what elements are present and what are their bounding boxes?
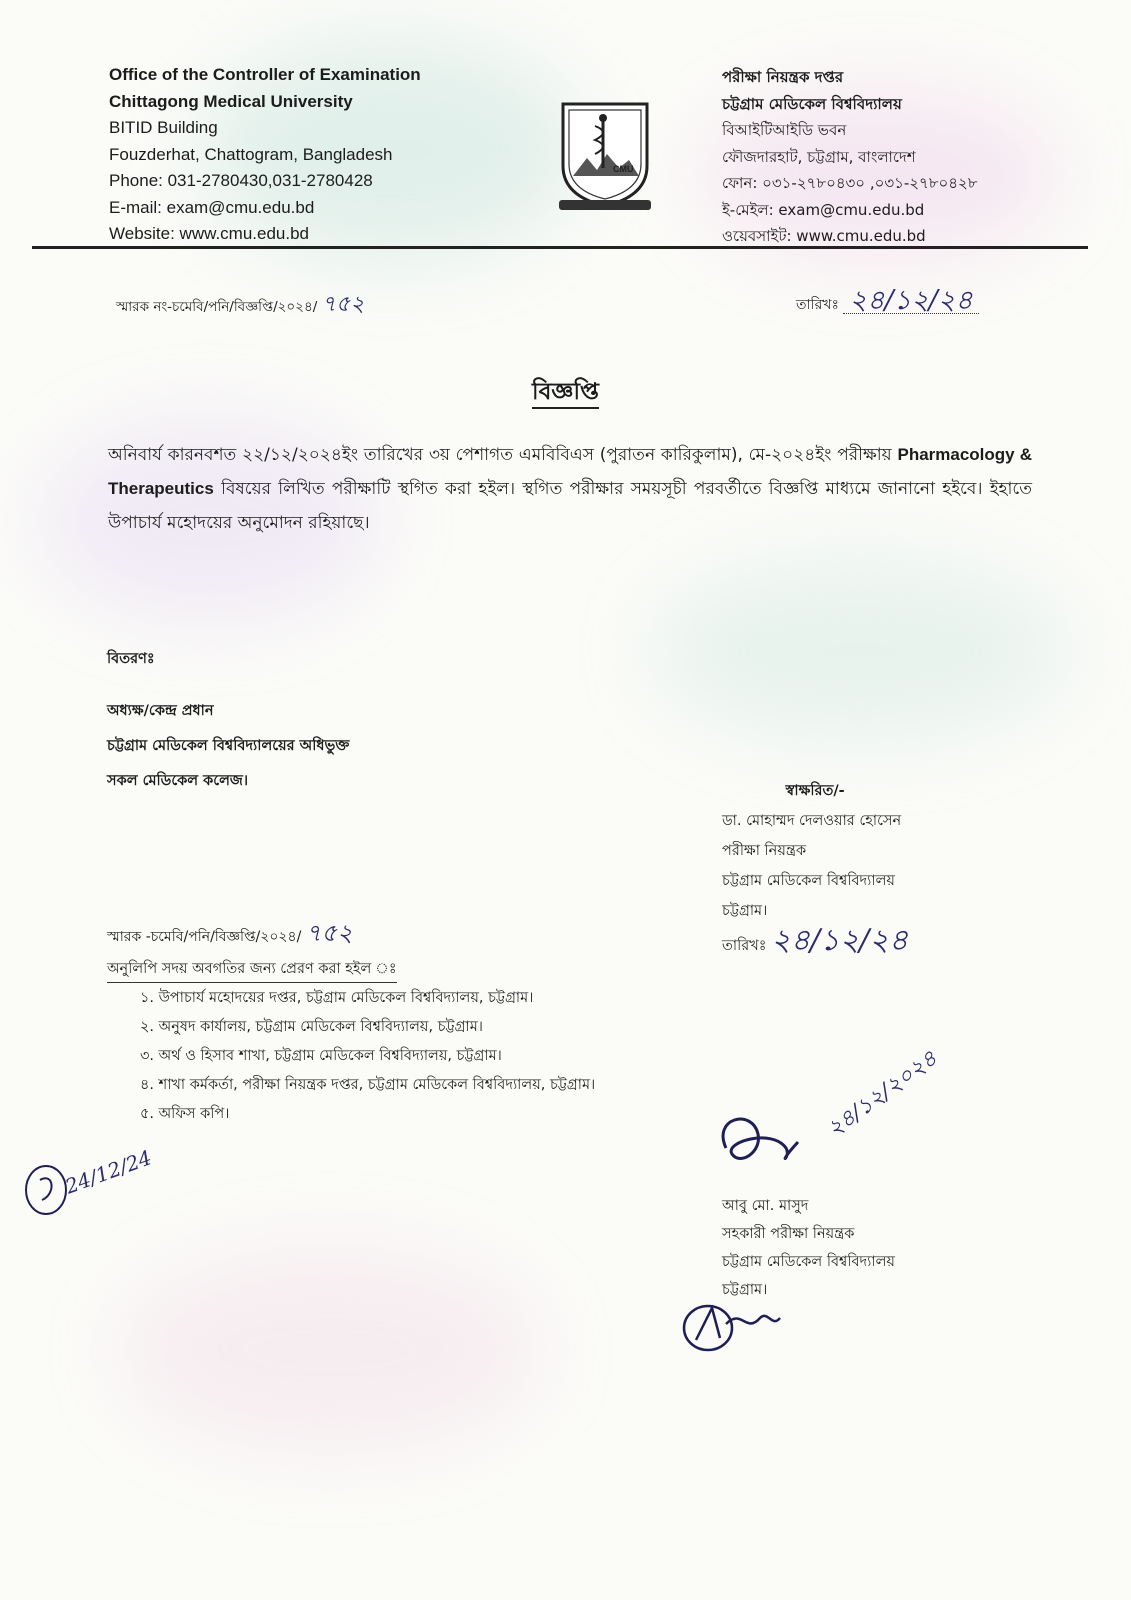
signatory-name: ডা. মোহাম্মদ দেলওয়ার হোসেন — [722, 813, 902, 829]
office-name-bn: পরীক্ষা নিয়ন্ত্রক দপ্তর — [722, 68, 844, 86]
assistant-org: চট্টগ্রাম মেডিকেল বিশ্ববিদ্যালয় — [722, 1254, 895, 1270]
copy-memo-label: স্মারক -চমেবি/পনি/বিজ্ঞপ্তি/২০২৪/ — [107, 929, 302, 945]
website: Website: www.cmu.edu.bd — [109, 224, 309, 243]
university-name: Chittagong Medical University — [109, 91, 353, 111]
signature-date: ২৪/১২/২০২৪ — [822, 1046, 943, 1143]
website-bn: ওয়েবসাইট: www.cmu.edu.bd — [722, 227, 926, 245]
university-name-bn: চট্টগ্রাম মেডিকেল বিশ্ববিদ্যালয় — [722, 94, 902, 113]
distribution-line-1: অধ্যক্ষ/কেন্দ্র প্রধান — [107, 703, 214, 719]
background-tint — [650, 560, 1070, 740]
memo-date — [796, 280, 979, 325]
memo-label: স্মারক নং-চমেবি/পনি/বিজ্ঞপ্তি/২০২৪/ — [116, 299, 318, 315]
university-logo — [555, 96, 655, 214]
date-value: ২৪/১২/২৪ — [849, 285, 973, 316]
memo-reference — [116, 287, 364, 324]
list-item: ৫. অফিস কপি। — [140, 1106, 230, 1122]
copy-recipient-list — [140, 984, 595, 1129]
copy-memo-reference — [107, 915, 353, 955]
distribution-label: বিতরণঃ — [107, 651, 155, 667]
copy-memo-number: ৭৫২ — [305, 919, 353, 947]
date-label: তারিখঃ — [796, 297, 839, 313]
office-name: Office of the Controller of Examination — [109, 65, 421, 84]
svg-text:CMU: CMU — [613, 164, 634, 174]
address-bn: ফৌজদারহাট, চট্টগ্রাম, বাংলাদেশ — [722, 147, 916, 166]
signatory-designation: পরীক্ষা নিয়ন্ত্রক — [722, 843, 807, 859]
signatory-org: চট্টগ্রাম মেডিকেল বিশ্ববিদ্যালয় — [722, 873, 895, 889]
margin-initials — [20, 1160, 70, 1224]
subject-name: Pharmacology & Therapeutics — [108, 445, 1033, 498]
email-bn: ই-মেইল: exam@cmu.edu.bd — [722, 200, 925, 219]
signed-mark: স্বাক্ষরিত/- — [785, 783, 845, 799]
assistant-city: চট্টগ্রাম। — [722, 1282, 768, 1298]
notice-title: বিজ্ঞপ্তি — [0, 373, 1131, 412]
body-part-2: বিষয়ের লিখিত পরীক্ষাটি স্থগিত করা হইল। স্থগিত পরীক্ষার সময়সূচী পরবর্তীতে বিজ্ঞপ্তি মাধ্যমে জানানো হইবে। ইহাতে উপাচার্য মহোদয়ের অনুমোদন রহিয়াছে। — [108, 479, 1033, 533]
background-tint — [120, 1250, 540, 1450]
signatory-city: চট্টগ্রাম। — [722, 903, 768, 919]
memo-number: ৭৫২ — [321, 292, 365, 317]
phone: Phone: 031-2780430,031-2780428 — [109, 171, 373, 190]
building-name: BITID Building — [109, 118, 218, 137]
signatory-controller — [722, 776, 908, 961]
email: E-mail: exam@cmu.edu.bd — [109, 197, 315, 217]
assistant-designation: সহকারী পরীক্ষা নিয়ন্ত্রক — [722, 1226, 855, 1242]
list-item: ৪. শাখা কর্মকর্তা, পরীক্ষা নিয়ন্ত্রক দপ্তর, চট্টগ্রাম মেডিকেল বিশ্ববিদ্যালয়, চট্টগ্রাম। — [140, 1077, 596, 1093]
copy-heading: অনুলিপি সদয় অবগতির জন্য প্রেরণ করা হইল ঃ — [107, 958, 397, 983]
letterhead-bengali — [722, 64, 977, 250]
list-item: ১. উপাচার্য মহোদয়ের দপ্তর, চট্টগ্রাম মেডিকেল বিশ্ববিদ্যালয়, চট্টগ্রাম। — [140, 990, 534, 1006]
margin-note: 24/12/24 — [62, 1145, 155, 1199]
distribution-line-3: সকল মেডিকেল কলেজ। — [107, 773, 249, 789]
body-part-1: অনিবার্য কারনবশত ২২/১২/২০২৪ইং তারিখের ৩য় পেশাগত এমবিবিএস (পুরাতন কারিকুলাম), মে-২০২৪ইং পরীক্ষায় — [108, 445, 892, 465]
handwritten-signature — [712, 1108, 812, 1184]
list-item: ৩. অর্থ ও হিসাব শাখা, চট্টগ্রাম মেডিকেল বিশ্ববিদ্যালয়, চট্টগ্রাম। — [140, 1048, 502, 1064]
list-item: ২. অনুষদ কার্যালয়, চট্টগ্রাম মেডিকেল বিশ্ববিদ্যালয়, চট্টগ্রাম। — [140, 1019, 483, 1035]
header-divider — [32, 246, 1088, 249]
letterhead-english — [109, 62, 421, 248]
address: Fouzderhat, Chattogram, Bangladesh — [109, 144, 393, 164]
signatory-date: তারিখঃ ২৪/১২/২৪ — [722, 923, 909, 958]
distribution-line-2: চট্টগ্রাম মেডিকেল বিশ্ববিদ্যালয়ের অধিভুক্ত — [107, 738, 350, 754]
initial-scribble — [676, 1288, 786, 1362]
assistant-name: আবু মো. মাসুদ — [722, 1198, 809, 1214]
building-name-bn: বিআইটিআইডি ভবন — [722, 121, 847, 139]
phone-bn: ফোন: ০৩১-২৭৮০৪৩০ ,০৩১-২৭৮০৪২৮ — [722, 174, 978, 192]
notice-body — [108, 438, 1032, 540]
